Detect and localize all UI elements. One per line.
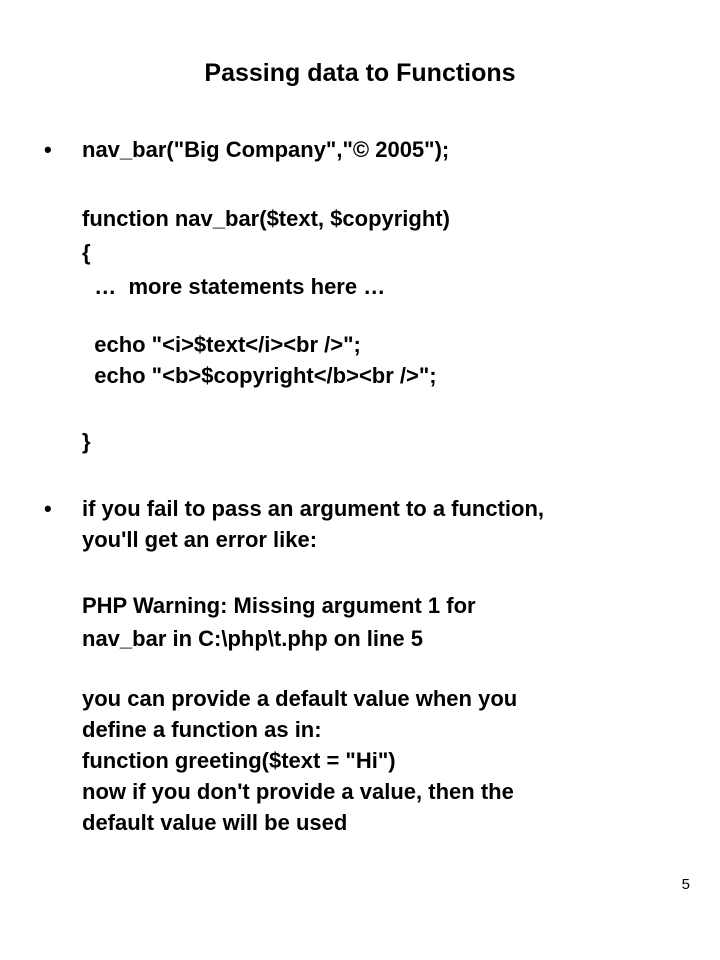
bullet-marker: •: [44, 137, 52, 162]
text-line: nav_bar in C:\php\t.php on line 5: [82, 626, 424, 651]
text-line: now if you don't provide a value, then the: [82, 779, 514, 804]
code-line: function nav_bar($text, $copyright): [82, 206, 450, 231]
bullet-marker: •: [44, 496, 52, 521]
text-line: you can provide a default value when you: [82, 686, 518, 711]
code-line: echo "<b>$copyright</b><br />";: [82, 363, 437, 388]
code-line: echo "<i>$text</i><br />";: [82, 332, 361, 357]
code-line: }: [82, 429, 91, 454]
text-line: function greeting($text = "Hi"): [82, 748, 396, 773]
code-line: {: [82, 240, 91, 265]
text-line: if you fail to pass an argument to a function,: [82, 496, 545, 521]
slide-title: Passing data to Functions: [204, 59, 516, 87]
text-line: PHP Warning: Missing argument 1 for: [82, 593, 476, 618]
code-line: … more statements here …: [82, 274, 386, 299]
text-line: you'll get an error like:: [82, 527, 318, 552]
text-line: define a function as in:: [82, 717, 322, 742]
code-line: nav_bar("Big Company","© 2005");: [82, 137, 450, 162]
slide-number: 5: [681, 876, 690, 893]
text-line: default value will be used: [82, 810, 348, 835]
